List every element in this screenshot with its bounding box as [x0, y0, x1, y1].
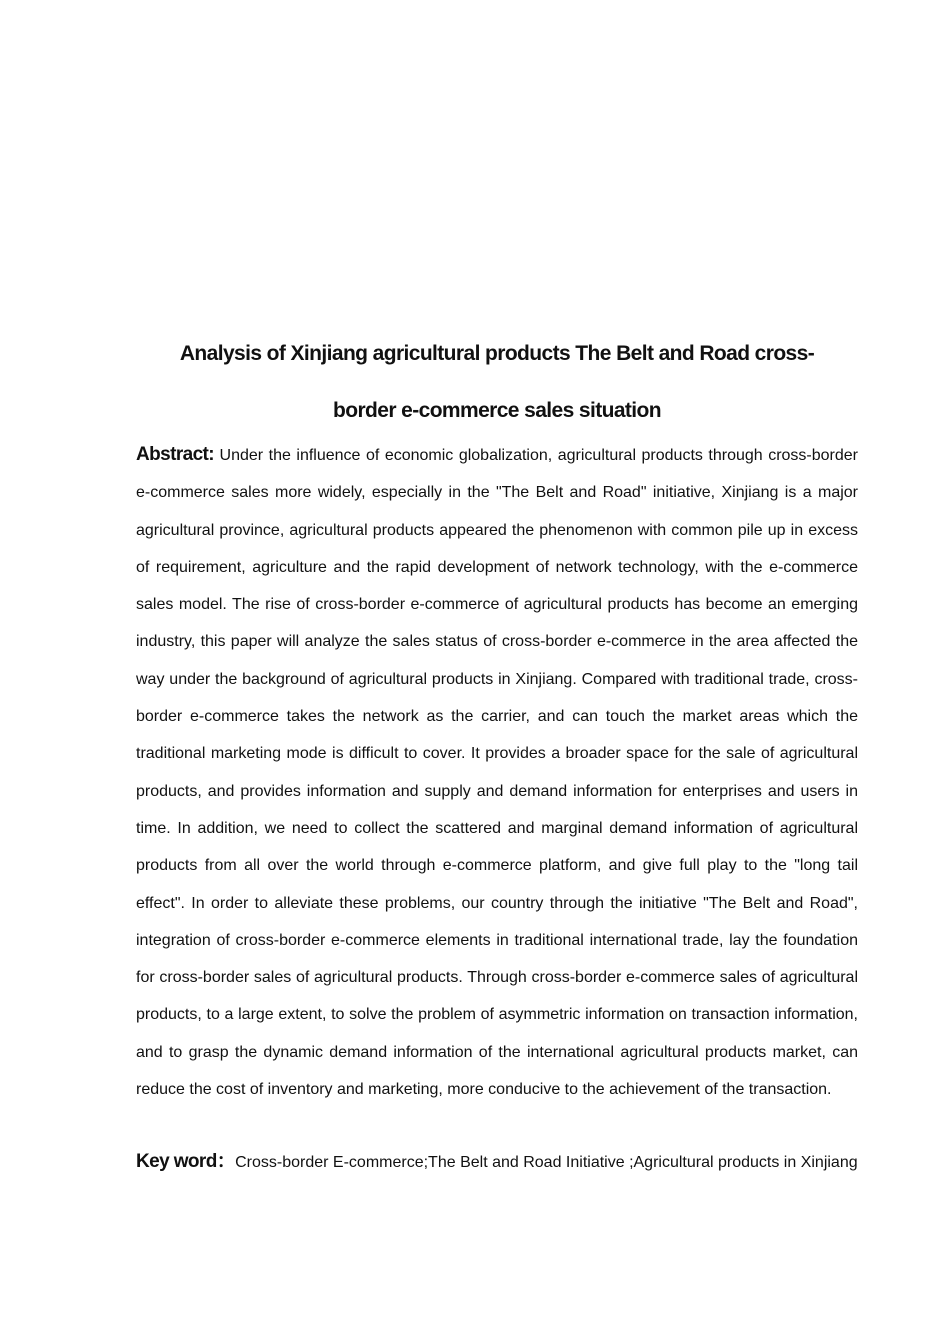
- keywords-label: Key word：: [136, 1151, 236, 1172]
- keywords-text: Cross-border E-commerce;The Belt and Road Initiative ;Agricultural products in Xinjiang: [235, 1154, 858, 1171]
- paper-title-line-1: Analysis of Xinjiang agricultural products The Belt and Road cross-: [179, 342, 815, 365]
- abstract-text: Under the influence of economic globalization, agricultural products through cross-border e-commerce sales more widely, especially in the "The Belt and Road" initiative, Xinjiang is a major agricultural province, agricultural products appeared the phenomenon with common pile up in excess of requirement, agriculture and the rapid development of network technology, with the e-commerce sales model. The rise of cross-border e-commerce of agricultural products has become an emerging industry, this paper will analyze the sales status of cross-border e-commerce in the area affected the way under the background of agricultural products in Xinjiang. Compared with traditional trade, cross-border e-commerce takes the network as the carrier, and can touch the market areas which the traditional marketing mode is difficult to cover. It provides a broader space for the sale of agricultural products, and provides information and supply and demand information for enterprises and users in time. In addition, we need to collect the scattered and marginal demand information of agricultural products from all over the world through e-commerce platform, and give full play to the "long tail effect". In order to alleviate these problems, our country through the initiative "The Belt and Road", integration of cross-border e-commerce elements in traditional international trade, lay the foundation for cross-border sales of agricultural products. Through cross-border e-commerce sales of agricultural products, to a large extent, to solve the problem of asymmetric information on transaction information, and to grasp the dynamic demand information of the international agricultural products market, can reduce the cost of inventory and marketing, more conducive to the achievement of the transaction.: [136, 447, 858, 1099]
- keywords-paragraph: [136, 1148, 858, 1177]
- abstract-paragraph: [136, 436, 858, 1108]
- paper-title-line-2: border e-commerce sales situation: [333, 399, 661, 422]
- abstract-label: Abstract:: [136, 444, 215, 465]
